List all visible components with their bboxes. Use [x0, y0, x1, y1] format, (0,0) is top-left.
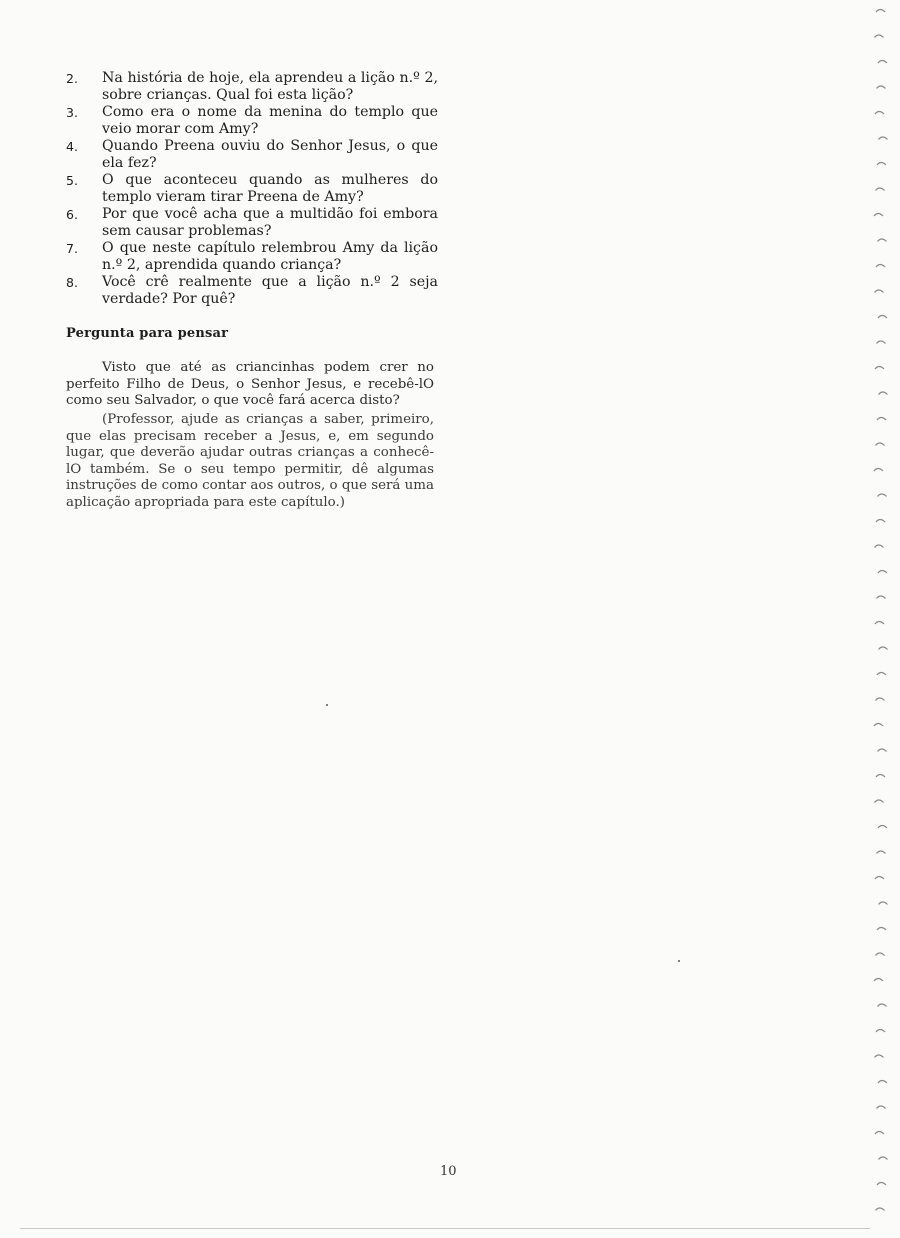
- binding-hole-mark: [878, 1004, 887, 1007]
- question-item: [66, 70, 438, 103]
- page-number: 10: [440, 1164, 457, 1179]
- scan-speck: [678, 960, 680, 962]
- binding-hole-mark: [879, 392, 888, 395]
- binding-hole-mark: [877, 851, 886, 854]
- binding-hole-mark: [877, 86, 886, 89]
- binding-hole-mark: [877, 1106, 886, 1109]
- binding-hole-mark: [877, 418, 886, 421]
- binding-hole-mark: [875, 545, 884, 548]
- binding-hole-mark: [879, 647, 888, 650]
- binding-hole-mark: [876, 10, 885, 13]
- binding-hole-mark: [878, 1081, 887, 1084]
- binding-hole-mark: [875, 877, 884, 880]
- binding-hole-mark: [878, 61, 887, 64]
- question-text: Na história de hoje, ela aprendeu a lição n.º 2, sobre crianças. Qual foi esta lição?: [102, 70, 438, 103]
- binding-hole-mark: [874, 724, 883, 727]
- binding-hole-mark: [876, 1208, 885, 1211]
- binding-hole-mark: [876, 953, 885, 956]
- binding-hole-mark: [875, 35, 884, 38]
- question-number: 2.: [66, 71, 78, 86]
- binding-hole-mark: [879, 1157, 888, 1160]
- binding-hole-mark: [876, 1030, 885, 1033]
- question-item: [66, 172, 438, 205]
- binding-hole-mark: [878, 239, 887, 242]
- binding-hole-mark: [875, 112, 884, 115]
- binding-hole-mark: [876, 775, 885, 778]
- question-text: O que neste capítulo relembrou Amy da lição n.º 2, aprendida quando criança?: [102, 240, 438, 273]
- question-item: [66, 240, 438, 273]
- binding-hole-mark: [877, 1183, 886, 1186]
- binding-hole-mark: [874, 214, 883, 217]
- question-number: 6.: [66, 207, 78, 222]
- binding-hole-mark: [875, 1055, 884, 1058]
- question-number: 5.: [66, 173, 78, 188]
- binding-hole-mark: [876, 265, 885, 268]
- binding-hole-mark: [875, 800, 884, 803]
- section-heading: Pergunta para pensar: [66, 326, 229, 341]
- question-text: Como era o nome da menina do templo que veio morar com Amy?: [102, 104, 438, 137]
- spiral-binding-marks: [860, 0, 900, 1238]
- binding-hole-mark: [878, 571, 887, 574]
- question-number: 8.: [66, 275, 78, 290]
- question-item: [66, 274, 438, 307]
- binding-hole-mark: [875, 290, 884, 293]
- binding-hole-mark: [878, 316, 887, 319]
- question-number: 3.: [66, 105, 78, 120]
- binding-hole-mark: [878, 494, 887, 497]
- question-number: 4.: [66, 139, 78, 154]
- reflection-paragraph: Visto que até as criancinhas podem crer no perfeito Filho de Deus, o Senhor Jesus, e recebê-lO como seu Salvador, o que você fará acerca disto?: [66, 360, 434, 408]
- binding-hole-mark: [877, 163, 886, 166]
- binding-hole-mark: [876, 520, 885, 523]
- question-item: [66, 104, 438, 137]
- binding-hole-mark: [878, 749, 887, 752]
- teacher-note-paragraph: (Professor, ajude as crianças a saber, primeiro, que elas precisam receber a Jesus, e, em segundo lugar, que deverão ajudar outras crianças a conhecê-lO também. Se o seu tempo permitir, dê algumas instruções de como contar aos outros, o que será uma aplicação apropriada para este capítulo.): [66, 412, 434, 510]
- question-text: Você crê realmente que a lição n.º 2 seja verdade? Por quê?: [102, 274, 438, 307]
- binding-hole-mark: [876, 698, 885, 701]
- binding-hole-mark: [879, 137, 888, 140]
- binding-hole-mark: [877, 673, 886, 676]
- question-text: Quando Preena ouviu do Senhor Jesus, o que ela fez?: [102, 138, 438, 171]
- binding-hole-mark: [874, 469, 883, 472]
- question-text: O que aconteceu quando as mulheres do templo vieram tirar Preena de Amy?: [102, 172, 438, 205]
- question-number: 7.: [66, 241, 78, 256]
- binding-hole-mark: [877, 928, 886, 931]
- binding-hole-mark: [877, 596, 886, 599]
- binding-hole-mark: [876, 443, 885, 446]
- question-item: [66, 138, 438, 171]
- question-item: [66, 206, 438, 239]
- page-bottom-edge: [20, 1228, 870, 1229]
- binding-hole-mark: [875, 622, 884, 625]
- binding-hole-mark: [875, 367, 884, 370]
- binding-hole-mark: [878, 826, 887, 829]
- question-text: Por que você acha que a multidão foi embora sem causar problemas?: [102, 206, 438, 239]
- binding-hole-mark: [876, 188, 885, 191]
- binding-hole-mark: [875, 1132, 884, 1135]
- binding-hole-mark: [874, 979, 883, 982]
- scan-speck: [326, 704, 328, 706]
- question-list: [66, 70, 438, 308]
- binding-hole-mark: [879, 902, 888, 905]
- binding-hole-mark: [877, 341, 886, 344]
